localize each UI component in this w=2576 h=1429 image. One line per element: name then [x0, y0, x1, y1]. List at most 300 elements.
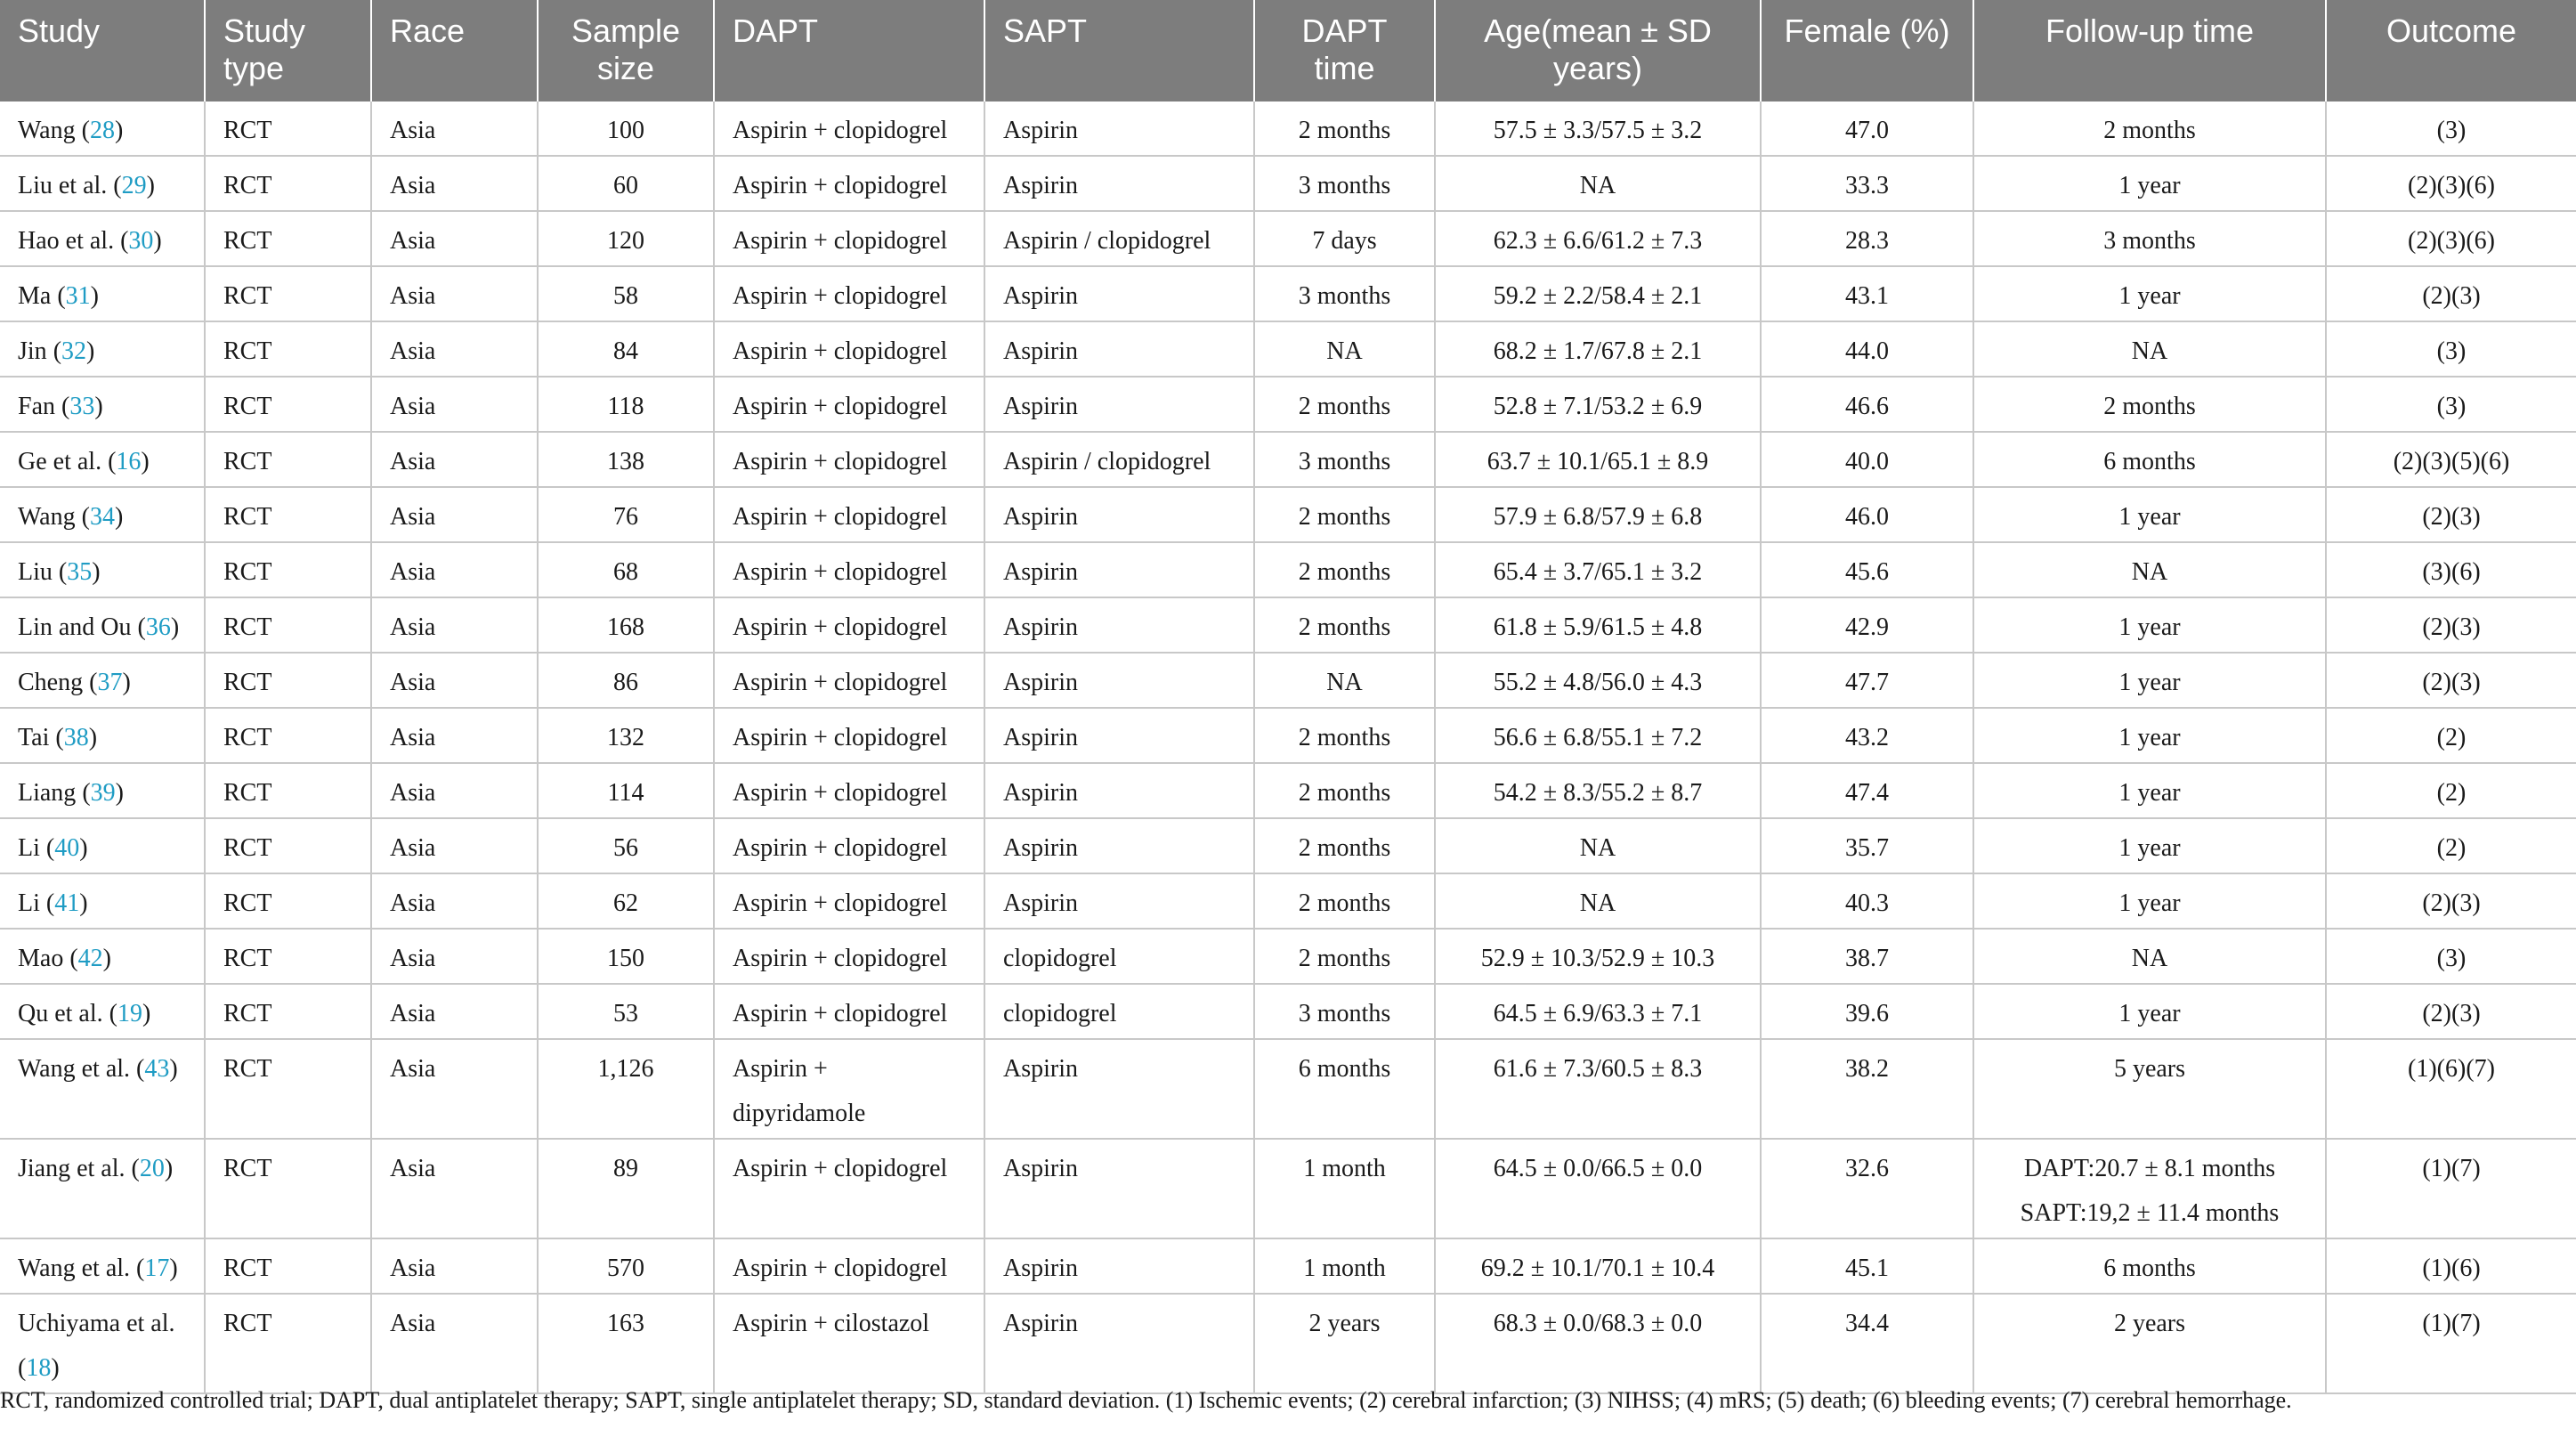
cell-race: Asia — [371, 1238, 538, 1294]
cell-study: Jiang et al. (20) — [0, 1139, 205, 1238]
cell-dapt-time: NA — [1254, 321, 1435, 377]
reference-link[interactable]: 36 — [145, 613, 171, 642]
cell-dapt: Aspirin + clopidogrel — [714, 708, 984, 763]
cell-follow-up: 2 years — [1973, 1294, 2326, 1393]
cell-race: Asia — [371, 1139, 538, 1238]
reference-link[interactable]: 31 — [65, 282, 91, 311]
cell-dapt-time: 2 months — [1254, 929, 1435, 984]
cell-race: Asia — [371, 597, 538, 653]
cell-age: 52.8 ± 7.1/53.2 ± 6.9 — [1435, 377, 1761, 432]
cell-dapt: Aspirin + cilostazol — [714, 1294, 984, 1393]
cell-study: Li (41) — [0, 873, 205, 929]
table-row — [0, 1238, 2576, 1294]
cell-female: 47.4 — [1761, 763, 1973, 818]
cell-sapt: Aspirin — [984, 1294, 1254, 1393]
cell-study: Ma (31) — [0, 266, 205, 321]
cell-age: 61.6 ± 7.3/60.5 ± 8.3 — [1435, 1039, 1761, 1139]
cell-dapt: Aspirin + clopidogrel — [714, 1139, 984, 1238]
cell-follow-up: 1 year — [1973, 487, 2326, 542]
cell-sapt: Aspirin — [984, 763, 1254, 818]
cell-follow-up: 1 year — [1973, 873, 2326, 929]
cell-sapt: clopidogrel — [984, 984, 1254, 1039]
reference-link[interactable]: 37 — [97, 669, 123, 697]
table-row — [0, 1294, 2576, 1393]
cell-outcome: (2)(3)(6) — [2326, 156, 2576, 211]
cell-follow-up: 1 year — [1973, 597, 2326, 653]
study-name: Li — [18, 889, 40, 918]
cell-female: 32.6 — [1761, 1139, 1973, 1238]
reference-link[interactable]: 20 — [139, 1155, 165, 1183]
cell-sample-size: 132 — [538, 708, 714, 763]
cell-age: 64.5 ± 0.0/66.5 ± 0.0 — [1435, 1139, 1761, 1238]
cell-study: Wang et al. (43) — [0, 1039, 205, 1139]
cell-sapt: Aspirin — [984, 708, 1254, 763]
cell-study: Liang (39) — [0, 763, 205, 818]
reference-link[interactable]: 43 — [144, 1055, 170, 1084]
header-follow-up: Follow-up time — [1973, 0, 2326, 101]
cell-race: Asia — [371, 708, 538, 763]
reference-link[interactable]: 34 — [89, 503, 115, 532]
cell-age: 59.2 ± 2.2/58.4 ± 2.1 — [1435, 266, 1761, 321]
cell-female: 43.1 — [1761, 266, 1973, 321]
cell-sapt: Aspirin — [984, 1039, 1254, 1139]
table-row — [0, 101, 2576, 156]
cell-dapt-time: 2 months — [1254, 763, 1435, 818]
cell-dapt: Aspirin + clopidogrel — [714, 873, 984, 929]
cell-study: Liu et al. (29) — [0, 156, 205, 211]
cell-dapt: Aspirin + clopidogrel — [714, 1238, 984, 1294]
header-age: Age(mean ± SD years) — [1435, 0, 1761, 101]
study-name: Liang — [18, 779, 77, 808]
cell-female: 47.7 — [1761, 653, 1973, 708]
cell-study: Liu (35) — [0, 542, 205, 597]
study-name: Jiang et al. — [18, 1155, 126, 1183]
cell-age: 61.8 ± 5.9/61.5 ± 4.8 — [1435, 597, 1761, 653]
cell-female: 45.1 — [1761, 1238, 1973, 1294]
cell-sample-size: 86 — [538, 653, 714, 708]
reference-link[interactable]: 18 — [26, 1354, 52, 1383]
cell-dapt-time: 2 months — [1254, 542, 1435, 597]
cell-study: Hao et al. (30) — [0, 211, 205, 266]
cell-age: 64.5 ± 6.9/63.3 ± 7.1 — [1435, 984, 1761, 1039]
cell-sapt: Aspirin — [984, 266, 1254, 321]
cell-study-type: RCT — [205, 1139, 371, 1238]
cell-outcome: (3) — [2326, 377, 2576, 432]
cell-sample-size: 1,126 — [538, 1039, 714, 1139]
cell-female: 46.0 — [1761, 487, 1973, 542]
study-name: Wang et al. — [18, 1055, 131, 1084]
cell-age: 57.5 ± 3.3/57.5 ± 3.2 — [1435, 101, 1761, 156]
reference-link[interactable]: 30 — [128, 227, 154, 256]
cell-female: 42.9 — [1761, 597, 1973, 653]
cell-female: 47.0 — [1761, 101, 1973, 156]
table-row — [0, 763, 2576, 818]
cell-dapt-time: 6 months — [1254, 1039, 1435, 1139]
cell-sapt: clopidogrel — [984, 929, 1254, 984]
cell-sapt: Aspirin — [984, 873, 1254, 929]
cell-race: Asia — [371, 1294, 538, 1393]
cell-study-type: RCT — [205, 211, 371, 266]
cell-female: 40.0 — [1761, 432, 1973, 487]
study-name: Mao — [18, 945, 64, 973]
cell-outcome: (2)(3)(5)(6) — [2326, 432, 2576, 487]
cell-female: 33.3 — [1761, 156, 1973, 211]
study-name: Uchiyama et al. — [18, 1310, 175, 1338]
cell-age: 68.3 ± 0.0/68.3 ± 0.0 — [1435, 1294, 1761, 1393]
cell-study-type: RCT — [205, 873, 371, 929]
cell-dapt: Aspirin + clopidogrel — [714, 929, 984, 984]
cell-dapt-time: NA — [1254, 653, 1435, 708]
table-row — [0, 597, 2576, 653]
study-name: Tai — [18, 724, 50, 752]
cell-follow-up: 3 months — [1973, 211, 2326, 266]
study-name: Wang — [18, 117, 76, 144]
study-name: Qu et al. — [18, 1000, 103, 1028]
cell-female: 45.6 — [1761, 542, 1973, 597]
cell-study: Wang (34) — [0, 487, 205, 542]
table-row — [0, 1039, 2576, 1139]
header-row — [0, 0, 2576, 101]
cell-female: 40.3 — [1761, 873, 1973, 929]
cell-age: NA — [1435, 873, 1761, 929]
cell-sample-size: 120 — [538, 211, 714, 266]
cell-outcome: (1)(7) — [2326, 1139, 2576, 1238]
cell-study: Cheng (37) — [0, 653, 205, 708]
cell-sample-size: 168 — [538, 597, 714, 653]
cell-race: Asia — [371, 211, 538, 266]
cell-study-type: RCT — [205, 984, 371, 1039]
cell-study-type: RCT — [205, 266, 371, 321]
cell-dapt-time: 3 months — [1254, 156, 1435, 211]
reference-link[interactable]: 39 — [90, 779, 116, 808]
study-name: Cheng — [18, 669, 84, 697]
header-outcome: Outcome — [2326, 0, 2576, 101]
cell-sapt: Aspirin / clopidogrel — [984, 211, 1254, 266]
cell-study-type: RCT — [205, 377, 371, 432]
cell-dapt-time: 1 month — [1254, 1238, 1435, 1294]
cell-sample-size: 58 — [538, 266, 714, 321]
reference-link[interactable]: 35 — [67, 558, 93, 587]
reference-link[interactable]: 28 — [89, 117, 115, 144]
study-name: Hao et al. — [18, 227, 115, 256]
cell-dapt-time: 3 months — [1254, 266, 1435, 321]
cell-sapt: Aspirin — [984, 1139, 1254, 1238]
cell-race: Asia — [371, 1039, 538, 1139]
cell-race: Asia — [371, 873, 538, 929]
cell-female: 38.2 — [1761, 1039, 1973, 1139]
cell-follow-up: DAPT:20.7 ± 8.1 months SAPT:19,2 ± 11.4 months — [1973, 1139, 2326, 1238]
cell-follow-up: NA — [1973, 542, 2326, 597]
cell-dapt-time: 2 months — [1254, 708, 1435, 763]
cell-outcome: (1)(7) — [2326, 1294, 2576, 1393]
reference-link[interactable]: 29 — [121, 172, 147, 200]
cell-dapt: Aspirin + clopidogrel — [714, 984, 984, 1039]
cell-study: Mao (42) — [0, 929, 205, 984]
cell-race: Asia — [371, 929, 538, 984]
reference-link[interactable]: 42 — [77, 945, 103, 973]
cell-dapt: Aspirin + clopidogrel — [714, 211, 984, 266]
cell-age: 65.4 ± 3.7/65.1 ± 3.2 — [1435, 542, 1761, 597]
cell-age: 57.9 ± 6.8/57.9 ± 6.8 — [1435, 487, 1761, 542]
cell-outcome: (3) — [2326, 929, 2576, 984]
header-dapt-time: DAPT time — [1254, 0, 1435, 101]
cell-sapt: Aspirin — [984, 156, 1254, 211]
cell-age: 69.2 ± 10.1/70.1 ± 10.4 — [1435, 1238, 1761, 1294]
cell-race: Asia — [371, 542, 538, 597]
cell-dapt: Aspirin + clopidogrel — [714, 101, 984, 156]
cell-female: 38.7 — [1761, 929, 1973, 984]
cell-sapt: Aspirin — [984, 597, 1254, 653]
cell-outcome: (2)(3) — [2326, 653, 2576, 708]
cell-follow-up: NA — [1973, 321, 2326, 377]
reference-link[interactable]: 17 — [144, 1254, 170, 1283]
cell-age: NA — [1435, 818, 1761, 873]
cell-dapt-time: 1 month — [1254, 1139, 1435, 1238]
cell-sapt: Aspirin — [984, 1238, 1254, 1294]
cell-race: Asia — [371, 432, 538, 487]
study-name: Lin and Ou — [18, 613, 132, 642]
cell-study-type: RCT — [205, 929, 371, 984]
cell-race: Asia — [371, 487, 538, 542]
cell-age: 56.6 ± 6.8/55.1 ± 7.2 — [1435, 708, 1761, 763]
cell-sample-size: 62 — [538, 873, 714, 929]
table-body — [0, 101, 2576, 1393]
study-name: Ma — [18, 282, 52, 311]
cell-outcome: (2)(3) — [2326, 873, 2576, 929]
cell-dapt: Aspirin + clopidogrel — [714, 542, 984, 597]
cell-sample-size: 163 — [538, 1294, 714, 1393]
table-row — [0, 873, 2576, 929]
header-study-type: Study type — [205, 0, 371, 101]
table-row — [0, 1139, 2576, 1238]
header-female: Female (%) — [1761, 0, 1973, 101]
cell-sample-size: 53 — [538, 984, 714, 1039]
cell-race: Asia — [371, 101, 538, 156]
cell-female: 46.6 — [1761, 377, 1973, 432]
table-row — [0, 653, 2576, 708]
cell-sapt: Aspirin / clopidogrel — [984, 432, 1254, 487]
cell-outcome: (2)(3)(6) — [2326, 211, 2576, 266]
cell-outcome: (2) — [2326, 763, 2576, 818]
cell-age: 55.2 ± 4.8/56.0 ± 4.3 — [1435, 653, 1761, 708]
cell-female: 39.6 — [1761, 984, 1973, 1039]
cell-follow-up: 1 year — [1973, 763, 2326, 818]
cell-race: Asia — [371, 763, 538, 818]
cell-age: 68.2 ± 1.7/67.8 ± 2.1 — [1435, 321, 1761, 377]
header-race: Race — [371, 0, 538, 101]
cell-outcome: (2)(3) — [2326, 597, 2576, 653]
cell-dapt-time: 2 years — [1254, 1294, 1435, 1393]
cell-dapt: Aspirin + clopidogrel — [714, 156, 984, 211]
cell-dapt: Aspirin + dipyridamole — [714, 1039, 984, 1139]
cell-study: Ge et al. (16) — [0, 432, 205, 487]
table-row — [0, 156, 2576, 211]
cell-follow-up: 1 year — [1973, 266, 2326, 321]
cell-study: Jin (32) — [0, 321, 205, 377]
cell-dapt: Aspirin + clopidogrel — [714, 818, 984, 873]
reference-link[interactable]: 40 — [54, 834, 80, 863]
cell-follow-up: 1 year — [1973, 156, 2326, 211]
cell-dapt-time: 2 months — [1254, 597, 1435, 653]
cell-follow-up: 1 year — [1973, 818, 2326, 873]
reference-link[interactable]: 41 — [54, 889, 80, 918]
cell-race: Asia — [371, 653, 538, 708]
cell-study-type: RCT — [205, 1238, 371, 1294]
table-row — [0, 818, 2576, 873]
cell-dapt-time: 2 months — [1254, 487, 1435, 542]
cell-race: Asia — [371, 266, 538, 321]
cell-follow-up: NA — [1973, 929, 2326, 984]
cell-study: Wang (28) — [0, 101, 205, 156]
table-row — [0, 542, 2576, 597]
table-row — [0, 211, 2576, 266]
cell-study-type: RCT — [205, 321, 371, 377]
cell-follow-up: 5 years — [1973, 1039, 2326, 1139]
cell-age: 54.2 ± 8.3/55.2 ± 8.7 — [1435, 763, 1761, 818]
reference-link[interactable]: 19 — [117, 1000, 142, 1028]
reference-link[interactable]: 16 — [116, 448, 142, 476]
cell-dapt: Aspirin + clopidogrel — [714, 763, 984, 818]
table-row — [0, 487, 2576, 542]
cell-study: Fan (33) — [0, 377, 205, 432]
cell-study-type: RCT — [205, 653, 371, 708]
cell-dapt: Aspirin + clopidogrel — [714, 321, 984, 377]
cell-sample-size: 89 — [538, 1139, 714, 1238]
cell-outcome: (2)(3) — [2326, 984, 2576, 1039]
table-row — [0, 377, 2576, 432]
study-name: Wang — [18, 503, 76, 532]
cell-outcome: (2) — [2326, 818, 2576, 873]
table-row — [0, 266, 2576, 321]
study-name: Liu — [18, 558, 53, 587]
cell-study: Lin and Ou (36) — [0, 597, 205, 653]
cell-sapt: Aspirin — [984, 487, 1254, 542]
header-sample-size: Sample size — [538, 0, 714, 101]
cell-sapt: Aspirin — [984, 653, 1254, 708]
cell-follow-up: 1 year — [1973, 653, 2326, 708]
cell-sapt: Aspirin — [984, 321, 1254, 377]
cell-age: 62.3 ± 6.6/61.2 ± 7.3 — [1435, 211, 1761, 266]
cell-follow-up: 2 months — [1973, 377, 2326, 432]
cell-dapt-time: 2 months — [1254, 377, 1435, 432]
cell-outcome: (2)(3) — [2326, 266, 2576, 321]
study-name: Fan — [18, 393, 55, 421]
cell-outcome: (2) — [2326, 708, 2576, 763]
study-name: Wang et al. — [18, 1254, 131, 1283]
cell-follow-up: 6 months — [1973, 1238, 2326, 1294]
cell-follow-up: 1 year — [1973, 984, 2326, 1039]
cell-sapt: Aspirin — [984, 818, 1254, 873]
cell-study-type: RCT — [205, 487, 371, 542]
cell-study-type: RCT — [205, 432, 371, 487]
cell-dapt: Aspirin + clopidogrel — [714, 597, 984, 653]
cell-study: Qu et al. (19) — [0, 984, 205, 1039]
cell-sample-size: 570 — [538, 1238, 714, 1294]
header-dapt: DAPT — [714, 0, 984, 101]
cell-study-type: RCT — [205, 1294, 371, 1393]
cell-female: 44.0 — [1761, 321, 1973, 377]
table-row — [0, 984, 2576, 1039]
cell-dapt-time: 3 months — [1254, 432, 1435, 487]
reference-link[interactable]: 38 — [63, 724, 89, 752]
cell-study-type: RCT — [205, 708, 371, 763]
cell-study-type: RCT — [205, 542, 371, 597]
table-row — [0, 708, 2576, 763]
study-name: Liu et al. — [18, 172, 108, 200]
table-footnote: RCT, randomized controlled trial; DAPT, dual antiplatelet therapy; SAPT, single antiplatelet therapy; SD, standard deviation. (1) Ischemic events; (2) cerebral infarction; (3) NIHSS; (4) mRS; (5) death; (6) bleeding events; (7) cerebral hemorrhage. — [0, 1387, 2292, 1413]
cell-follow-up: 6 months — [1973, 432, 2326, 487]
cell-age: NA — [1435, 156, 1761, 211]
cell-outcome: (2)(3) — [2326, 487, 2576, 542]
cell-sapt: Aspirin — [984, 101, 1254, 156]
cell-dapt: Aspirin + clopidogrel — [714, 487, 984, 542]
cell-sapt: Aspirin — [984, 542, 1254, 597]
cell-study: Li (40) — [0, 818, 205, 873]
cell-study-type: RCT — [205, 763, 371, 818]
cell-follow-up: 1 year — [1973, 708, 2326, 763]
cell-dapt: Aspirin + clopidogrel — [714, 653, 984, 708]
cell-study-type: RCT — [205, 156, 371, 211]
cell-outcome: (1)(6) — [2326, 1238, 2576, 1294]
cell-dapt: Aspirin + clopidogrel — [714, 432, 984, 487]
cell-sample-size: 84 — [538, 321, 714, 377]
study-name: Jin — [18, 337, 47, 366]
cell-dapt: Aspirin + clopidogrel — [714, 377, 984, 432]
cell-female: 35.7 — [1761, 818, 1973, 873]
cell-female: 34.4 — [1761, 1294, 1973, 1393]
study-name: Ge et al. — [18, 448, 102, 476]
cell-study-type: RCT — [205, 818, 371, 873]
cell-study: Tai (38) — [0, 708, 205, 763]
reference-link[interactable]: 33 — [69, 393, 95, 421]
header-study: Study — [0, 0, 205, 101]
cell-sample-size: 150 — [538, 929, 714, 984]
cell-sample-size: 76 — [538, 487, 714, 542]
cell-study: Wang et al. (17) — [0, 1238, 205, 1294]
cell-sample-size: 138 — [538, 432, 714, 487]
cell-race: Asia — [371, 321, 538, 377]
cell-female: 43.2 — [1761, 708, 1973, 763]
table-row — [0, 929, 2576, 984]
cell-dapt-time: 3 months — [1254, 984, 1435, 1039]
cell-dapt-time: 2 months — [1254, 101, 1435, 156]
table-row — [0, 432, 2576, 487]
cell-outcome: (3)(6) — [2326, 542, 2576, 597]
header-sapt: SAPT — [984, 0, 1254, 101]
reference-link[interactable]: 32 — [61, 337, 87, 366]
cell-race: Asia — [371, 377, 538, 432]
cell-dapt: Aspirin + clopidogrel — [714, 266, 984, 321]
cell-outcome: (3) — [2326, 321, 2576, 377]
cell-sample-size: 114 — [538, 763, 714, 818]
table-row — [0, 321, 2576, 377]
cell-age: 52.9 ± 10.3/52.9 ± 10.3 — [1435, 929, 1761, 984]
cell-outcome: (3) — [2326, 101, 2576, 156]
cell-race: Asia — [371, 156, 538, 211]
cell-sample-size: 100 — [538, 101, 714, 156]
cell-study-type: RCT — [205, 597, 371, 653]
cell-study-type: RCT — [205, 1039, 371, 1139]
cell-sample-size: 56 — [538, 818, 714, 873]
study-name: Li — [18, 834, 40, 863]
cell-dapt-time: 2 months — [1254, 873, 1435, 929]
cell-sample-size: 68 — [538, 542, 714, 597]
cell-dapt-time: 7 days — [1254, 211, 1435, 266]
cell-sapt: Aspirin — [984, 377, 1254, 432]
cell-study: Uchiyama et al. (18) — [0, 1294, 205, 1393]
cell-follow-up: 2 months — [1973, 101, 2326, 156]
cell-race: Asia — [371, 818, 538, 873]
